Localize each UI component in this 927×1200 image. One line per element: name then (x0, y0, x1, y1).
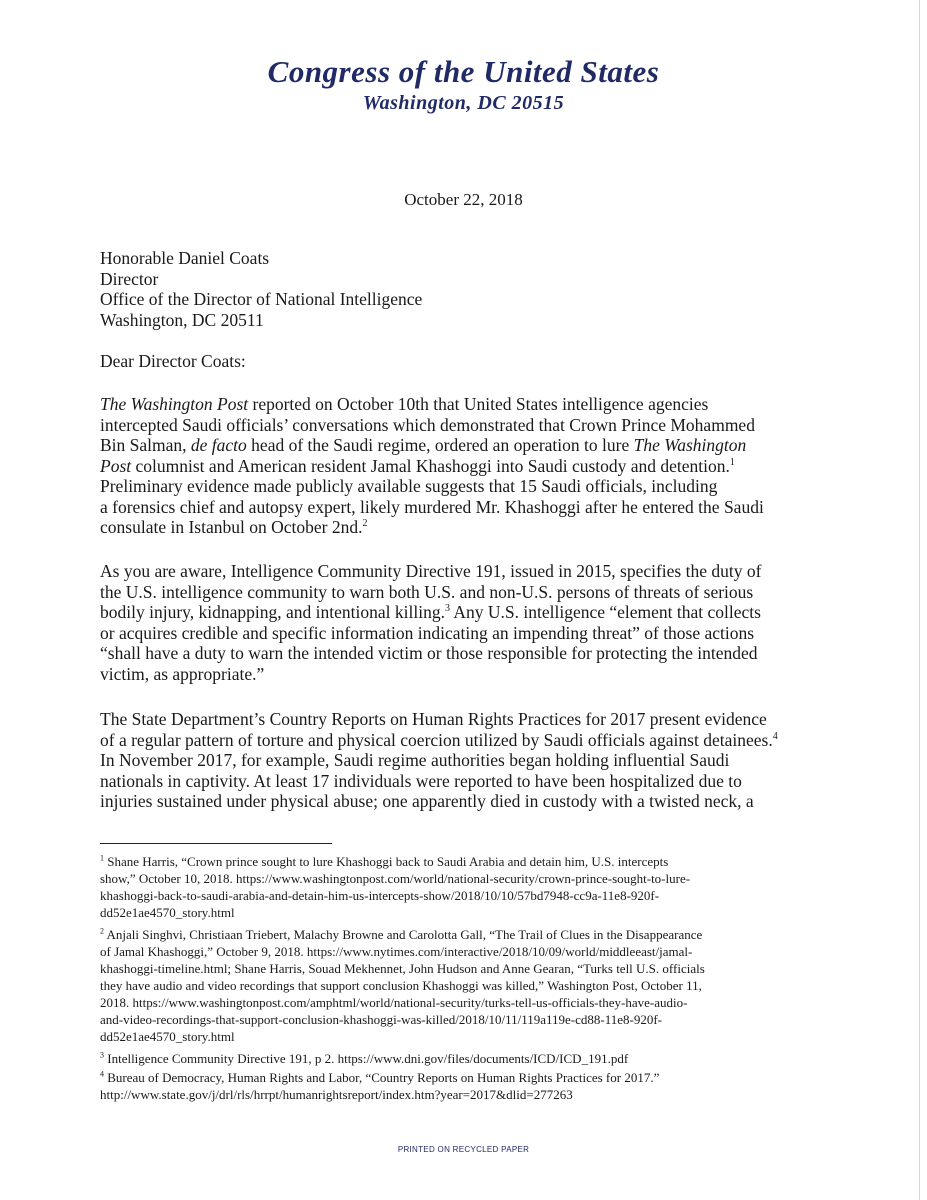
recipient-address (100, 248, 800, 330)
footnote-ref-2: 2 (362, 518, 368, 530)
paragraph-1-line: intercepted Saudi officials’ conversations which demonstrated that Crown Prince Mohammed (100, 414, 755, 435)
recipient-city: Washington, DC 20511 (100, 309, 264, 330)
footnote-ref-4: 4 (772, 730, 778, 742)
paragraph-1-line: Bin Salman, de facto head of the Saudi regime, ordered an operation to lure The Washington (100, 435, 747, 455)
paragraph-3-line: In November 2017, for example, Saudi regime authorities began holding influential Saudi (100, 750, 730, 770)
footnote-number: 1 (100, 853, 104, 863)
publication-name: The Washington (633, 435, 747, 455)
paragraph-2-line: victim, as appropriate.” (100, 663, 265, 684)
paragraph-1 (100, 394, 800, 538)
salutation: Dear Director Coats: (100, 351, 246, 371)
footnote-2: $^2$ Anjali Singhvi, Christiaan Triebert, Malachy Browne and Carolotta Gall, “The Trail of Clues in the Disappearance of Jamal Khashoggi,” October 9, 2018. https://www.nytimes.com/interactive/2018/10/09/world/middleeast/jamal- khashoggi-timeline.html; Shane Harris, Souad Mekhennet, John Hudson and Anne Gearan, “Turks tell U.S. officials they have audio and video recordings that support conclusion Khashoggi was killed,” Washington Post, October 11, 2018. https://www.washingtonpost.com/amphtml/world/national-security/turks-tell-us-officials-they-have-audio- and-video-recordings-that-support-conclusion-khashoggi-was-killed/2018/10/11/119a119e-cd88-11e8-920f- dd52e1ae4570_story.html (100, 926, 705, 1044)
footnote-1: $^1$ Shane Harris, “Crown prince sought to lure Khashoggi back to Saudi Arabia and detain him, U.S. intercepts show,” October 10, 2018. https://www.washingtonpost.com/world/national-security/crown-prince-sought-to-lure- khashoggi-back-to-saudi-arabia-and-detain-him-us-intercepts-show/2018/10/10/57bd7948-cc9a-11e8-920f- dd52e1ae4570_story.html (100, 853, 691, 920)
paragraph-1-line: consulate in Istanbul on October 2nd.$^2$ (100, 517, 368, 537)
paragraph-3-line: injuries sustained under physical abuse; one apparently died in custody with a twisted neck, a (100, 791, 754, 811)
footnote-divider (100, 843, 332, 844)
paragraph-2 (100, 561, 800, 684)
letterhead-title: Congress of the United States (267, 54, 660, 89)
publication-name: Post (100, 455, 132, 476)
footnote-number: 3 (100, 1050, 104, 1060)
paragraph-3 (100, 709, 800, 812)
paragraph-1-line: a forensics chief and autopsy expert, likely murdered Mr. Khashoggi after he entered the Saudi (100, 496, 764, 517)
paragraph-2-line: “shall have a duty to warn the intended victim or those responsible for protecting the intended (100, 643, 758, 663)
paragraph-2-line: the U.S. intelligence community to warn both U.S. and non-U.S. persons of threats of serious (100, 581, 754, 602)
footnote-4: $^4$ Bureau of Democracy, Human Rights and Labor, “Country Reports on Human Rights Practices for 2017.” http://www.state.gov/j/drl/rls/hrrpt/humanrightsreport/index.htm?year=2017&dlid=277263 (100, 1069, 660, 1102)
paragraph-1-line: Post columnist and American resident Jamal Khashoggi into Saudi custody and detention.$^1$ (100, 455, 735, 476)
letter-date: October 22, 2018 (404, 190, 523, 209)
paragraph-2-line: bodily injury, kidnapping, and intentional killing.$^3$ Any U.S. intelligence “element that collects (100, 602, 761, 622)
paragraph-2-line: or acquires credible and specific information indicating an impending threat” of those actions (100, 622, 755, 643)
footnote-ref-1: 1 (729, 456, 735, 468)
publication-name: The Washington Post (100, 394, 249, 414)
recipient-name: Honorable Daniel Coats (100, 248, 270, 268)
letterhead-address: Washington, DC 20515 (362, 92, 565, 114)
paragraph-2-line: As you are aware, Intelligence Community Directive 191, issued in 2015, specifies the duty of (100, 561, 762, 581)
paragraph-1-line: Preliminary evidence made publicly available suggests that 15 Saudi officials, including (100, 476, 718, 496)
paragraph-3-line: The State Department’s Country Reports on Human Rights Practices for 2017 present evidence (100, 709, 767, 729)
recipient-title: Director (100, 268, 159, 289)
footnote-ref-3: 3 (444, 603, 450, 615)
recycled-paper-notice: PRINTED ON RECYCLED PAPER (397, 1145, 530, 1154)
footnote-number: 2 (100, 926, 104, 936)
footnote-number: 4 (100, 1069, 104, 1079)
footnote-3: $^3$ Intelligence Community Directive 191, p 2. https://www.dni.gov/files/documents/ICD/ICD_191.pdf (100, 1050, 629, 1066)
paragraph-1-line: The Washington Post reported on October 10th that United States intelligence agencies (100, 394, 709, 414)
paragraph-3-line: of a regular pattern of torture and physical coercion utilized by Saudi officials against detainees.$^4$ (100, 729, 778, 750)
de-facto-term: de facto (190, 435, 247, 455)
recipient-office: Office of the Director of National Intelligence (100, 289, 423, 309)
page-edge (919, 0, 920, 1200)
paragraph-3-line: nationals in captivity. At least 17 individuals were reported to have been hospitalized due to (100, 770, 742, 791)
